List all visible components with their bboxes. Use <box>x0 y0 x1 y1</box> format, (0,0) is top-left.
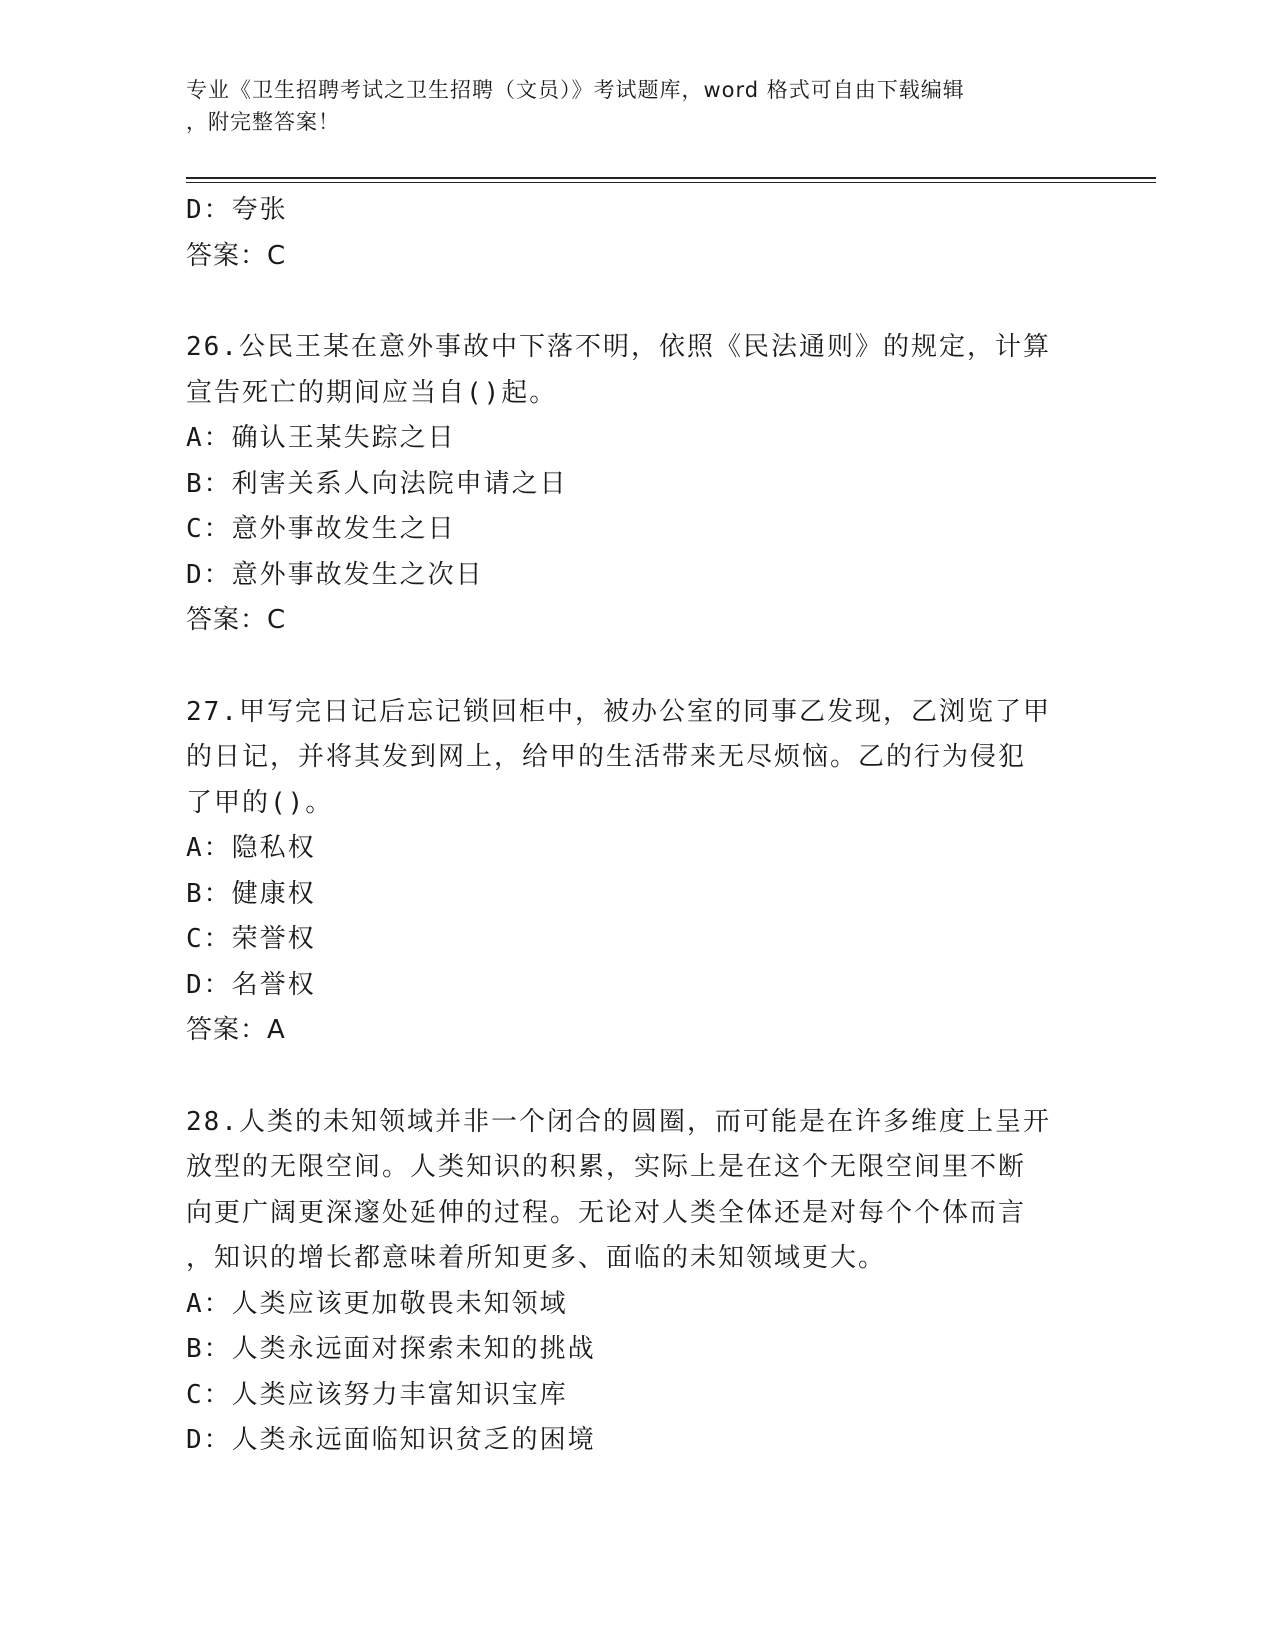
option-a: A：人类应该更加敬畏未知领域 <box>186 1288 568 1319</box>
option-c: C：人类应该努力丰富知识宝库 <box>186 1379 568 1410</box>
header-rule-thin <box>186 182 1156 183</box>
option-c: C：意外事故发生之日 <box>186 514 456 544</box>
question-stem-line: 宣告死亡的期间应当自()起。 <box>186 377 558 408</box>
header-line-1: 专业《卫生招聘考试之卫生招聘（文员）》考试题库，word 格式可自由下载编辑 <box>186 78 965 102</box>
answer-line: 答案：A <box>186 1015 286 1045</box>
answer-line: 答案：C <box>186 240 287 271</box>
question-stem-line: 26.公民王某在意外事故中下落不明，依照《民法通则》的规定，计算 <box>186 332 1051 362</box>
question-26 <box>186 325 1086 644</box>
spacer <box>186 644 1086 690</box>
question-stem-line: 放型的无限空间。人类知识的积累，实际上是在这个无限空间里不断 <box>186 1152 1027 1182</box>
question-stem-line: 28.人类的未知领域并非一个闭合的圆圈，而可能是在许多维度上呈开 <box>186 1106 1051 1137</box>
question-28 <box>186 1100 1086 1464</box>
header-line-2: ，附完整答案！ <box>186 110 340 134</box>
option-d: D：名誉权 <box>186 969 316 1000</box>
option-b: B：人类永远面对探索未知的挑战 <box>186 1334 596 1364</box>
page-header <box>186 74 1066 138</box>
question-stem-line: ，知识的增长都意味着所知更多、面临的未知领域更大。 <box>186 1243 887 1273</box>
option-b: B：健康权 <box>186 878 316 909</box>
question-stem-line: 了甲的()。 <box>186 787 334 818</box>
option-c: C：荣誉权 <box>186 924 316 954</box>
option-a: A：隐私权 <box>186 833 316 863</box>
question-stem-line: 向更广阔更深邃处延伸的过程。无论对人类全体还是对每个个体而言 <box>186 1197 1027 1228</box>
question-stem-line: 的日记，并将其发到网上，给甲的生活带来无尽烦恼。乙的行为侵犯 <box>186 742 1027 772</box>
option-a: A：确认王某失踪之日 <box>186 423 456 453</box>
option-b: B：利害关系人向法院申请之日 <box>186 468 568 499</box>
option-d: D：人类永远面临知识贫乏的困境 <box>186 1425 596 1455</box>
question-stem-line: 27.甲写完日记后忘记锁回柜中，被办公室的同事乙发现，乙浏览了甲 <box>186 696 1051 727</box>
spacer <box>186 279 1086 325</box>
header-rule-thick <box>186 177 1156 179</box>
option-d: D：意外事故发生之次日 <box>186 559 484 590</box>
question-27 <box>186 690 1086 1054</box>
option-d: D：夸张 <box>186 195 288 225</box>
answer-line: 答案：C <box>186 605 287 635</box>
spacer <box>186 1054 1086 1100</box>
question-content <box>186 188 1086 1464</box>
